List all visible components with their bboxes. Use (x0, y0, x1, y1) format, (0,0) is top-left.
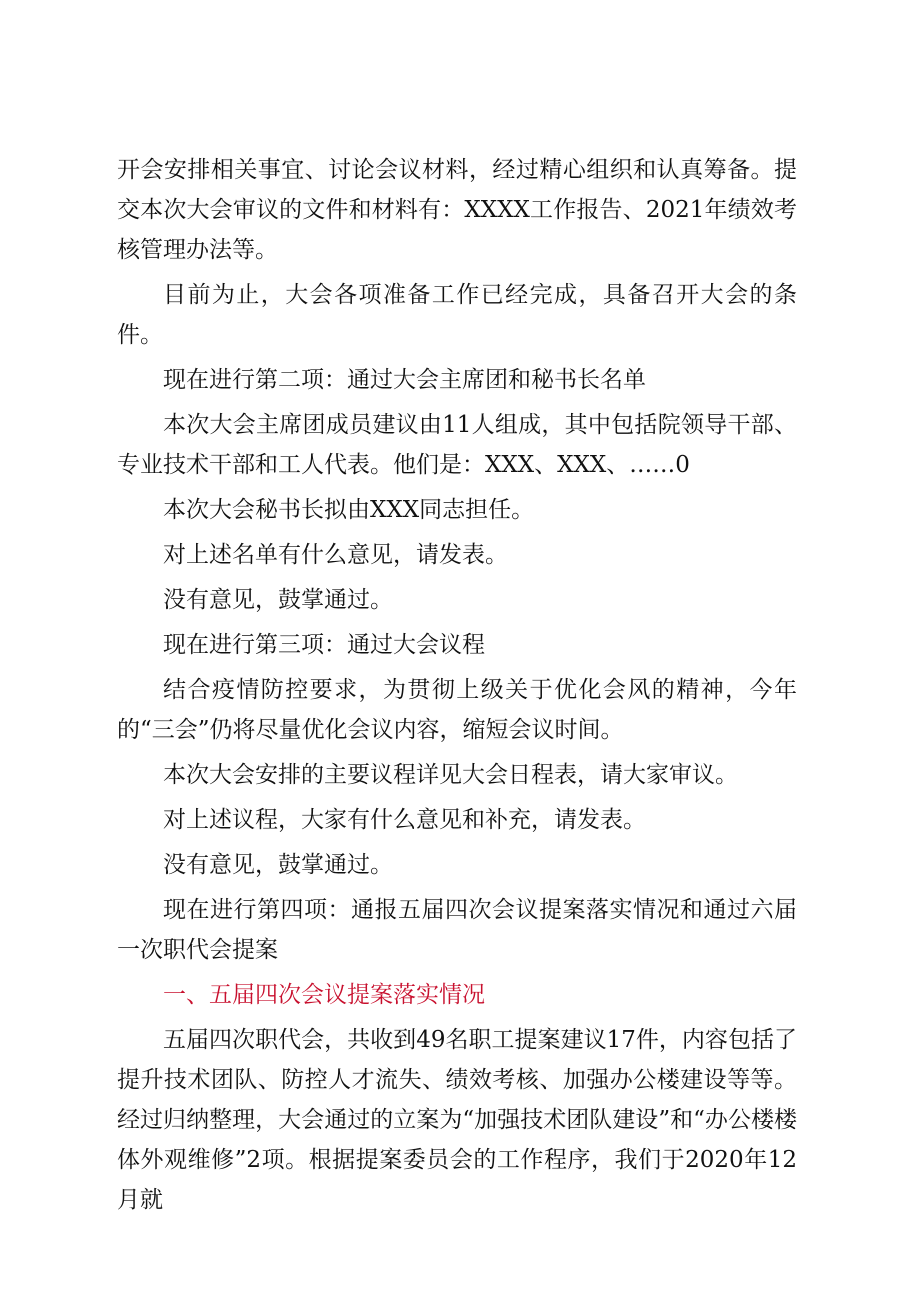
paragraph-approved-agenda: 没有意见，鼓掌通过。 (163, 852, 393, 878)
paragraph-meeting-preparation: 开会安排相关事宜、讨论会议材料，经过精心组织和认真筹备。提交本次大会审议的文件和材料有：XXXX工作报告、2021年绩效考核管理办法等。 (117, 157, 797, 263)
paragraph-opinion-request-list: 对上述名单有什么意见，请发表。 (163, 542, 508, 568)
paragraph-presidium-members: 本次大会主席团成员建议由11人组成，其中包括院领导干部、专业技术干部和工人代表。他们是：XXX、XXX、……0 (117, 412, 797, 478)
paragraph-approved-list: 没有意见，鼓掌通过。 (163, 587, 393, 613)
paragraph-secretary-general: 本次大会秘书长拟由XXX同志担任。 (163, 497, 535, 523)
paragraph-item-four: 现在进行第四项：通报五届四次会议提案落实情况和通过六届一次职代会提案 (117, 897, 797, 963)
document-page (117, 150, 797, 1220)
paragraph-epidemic-requirements: 结合疫情防控要求，为贯彻上级关于优化会风的精神，今年的“三会”仍将尽量优化会议内容，缩短会议时间。 (117, 677, 797, 743)
paragraph-item-three: 现在进行第三项：通过大会议程 (163, 632, 485, 658)
paragraph-opinion-request-agenda: 对上述议程，大家有什么意见和补充，请发表。 (163, 807, 646, 833)
section-heading-proposal-implementation: 一、五届四次会议提案落实情况 (163, 982, 485, 1008)
paragraph-preparation-complete: 目前为止，大会各项准备工作已经完成，具备召开大会的条件。 (117, 282, 797, 348)
paragraph-item-two: 现在进行第二项：通过大会主席团和秘书长名单 (163, 367, 646, 393)
paragraph-agenda-schedule: 本次大会安排的主要议程详见大会日程表，请大家审议。 (163, 762, 738, 788)
paragraph-proposal-details: 五届四次职代会，共收到49名职工提案建议17件，内容包括了提升技术团队、防控人才流失、绩效考核、加强办公楼建设等等。经过归纳整理，大会通过的立案为“加强技术团队建设”和“办公楼楼体外观维修”2项。根据提案委员会的工作程序，我们于2020年12月就 (117, 1027, 797, 1213)
